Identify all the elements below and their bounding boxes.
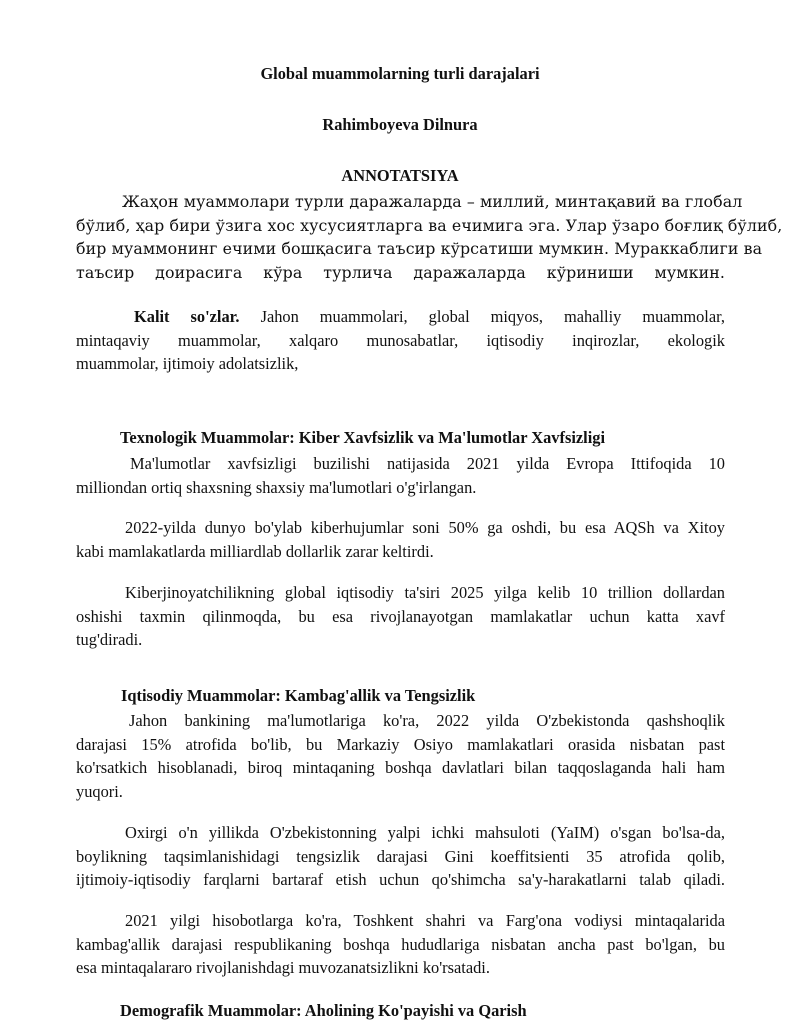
paragraph-line: kabi mamlakatlarda milliardlab dollarlik zarar keltirdi. <box>76 541 434 561</box>
paragraph-line: Kiberjinoyatchilikning global iqtisodiy ta'siri 2025 yilga kelib 10 trillion dollardan <box>125 583 725 602</box>
annotation-line: таъсир доирасига кўра турлича даражаларда кўриниши мумкин. <box>76 262 725 282</box>
paragraph-line: yuqori. <box>76 781 123 801</box>
keywords-paragraph <box>76 305 725 376</box>
annotation-line: бўлиб, ҳар бири ўзига хос хусусиятларга ва ечимига эга. Улар ўзаро боғлиқ бўлиб, <box>76 215 783 235</box>
paragraph-line: Jahon bankining ma'lumotlariga ko'ra, 2022 yilda O'zbekistonda qashshoqlik <box>129 711 725 730</box>
paragraph-line: Oxirgi o'n yillikda O'zbekistonning yalpi ichki mahsuloti (YaIM) o'sgan bo'lsa-da, <box>125 823 725 842</box>
section-heading-technology: Texnologik Muammolar: Kiber Xavfsizlik va Ma'lumotlar Xavfsizligi <box>120 428 606 447</box>
section1-paragraph-2 <box>76 516 725 563</box>
paragraph-line: esa mintaqalararo rivojlanishdagi muvozanatsizlikni ko'rsatadi. <box>76 958 490 977</box>
section1-paragraph-1 <box>76 452 725 499</box>
annotation-line: Жаҳон муаммолари турли даражаларда – миллий, минтақавий ва глобал <box>122 192 743 211</box>
keywords-line: muammolar, ijtimoiy adolatsizlik, <box>76 354 299 373</box>
keywords-line <box>76 305 725 329</box>
section2-paragraph-2 <box>76 821 725 892</box>
paragraph-line: milliondan ortiq shaxsning shaxsiy ma'lumotlari o'g'irlangan. <box>76 477 477 497</box>
annotation-paragraph <box>76 190 783 284</box>
paragraph-line: boylikning taqsimlanishidagi tengsizlik darajasi Gini koeffitsienti 35 atrofida qolib, <box>76 846 725 866</box>
document-title: Global muammolarning turli darajalari <box>260 64 540 83</box>
section1-paragraph-3 <box>76 581 725 652</box>
keywords-text: Jahon muammolari, global miqyos, mahalliy muammolar, <box>260 307 725 326</box>
paragraph-line: Ma'lumotlar xavfsizligi buzilishi natijasida 2021 yilda Evropa Ittifoqida 10 <box>130 454 725 473</box>
paragraph-line: 2021 yilgi hisobotlarga ko'ra, Toshkent shahri va Farg'ona vodiysi mintaqalarida <box>125 911 725 930</box>
paragraph-line: ijtimoiy-iqtisodiy farqlarni bartaraf etish uchun qo'shimcha sa'y-harakatlarni talab qiladi. <box>76 870 725 889</box>
paragraph-line: ko'rsatkich hisoblanadi, biroq mintaqaning boshqa davlatlari bilan taqqoslaganda hali ham <box>76 758 725 777</box>
paragraph-line: tug'diradi. <box>76 630 143 649</box>
keywords-label: Kalit so'zlar. <box>134 307 240 326</box>
paragraph-line: 2022-yilda dunyo bo'ylab kiberhujumlar soni 50% ga oshdi, bu esa AQSh va Xitoy <box>125 518 725 537</box>
section-heading-demography: Demografik Muammolar: Aholining Ko'payishi va Qarish <box>120 1001 527 1020</box>
paragraph-line: oshishi taxmin qilinmoqda, bu esa rivojlanayotgan mamlakatlar uchun katta xavf <box>76 606 725 626</box>
annotation-heading: ANNOTATSIYA <box>341 166 459 185</box>
section2-paragraph-3 <box>76 909 725 980</box>
author-name: Rahimboyeva Dilnura <box>322 115 478 134</box>
paragraph-line: kambag'allik darajasi respublikaning boshqa hududlariga nisbatan ancha past bo'lgan, bu <box>76 934 725 954</box>
annotation-line: бир муаммонинг ечими бошқасига таъсир кўрсатиши мумкин. Мураккаблиги ва <box>76 239 763 258</box>
section-heading-economy: Iqtisodiy Muammolar: Kambag'allik va Tengsizlik <box>121 686 476 705</box>
keywords-line: mintaqaviy muammolar, xalqaro munosabatlar, iqtisodiy inqirozlar, ekologik <box>76 330 725 350</box>
paragraph-line: darajasi 15% atrofida bo'lib, bu Markaziy Osiyo mamlakatlari orasida nisbatan past <box>76 734 725 754</box>
section2-paragraph-1 <box>76 709 725 803</box>
